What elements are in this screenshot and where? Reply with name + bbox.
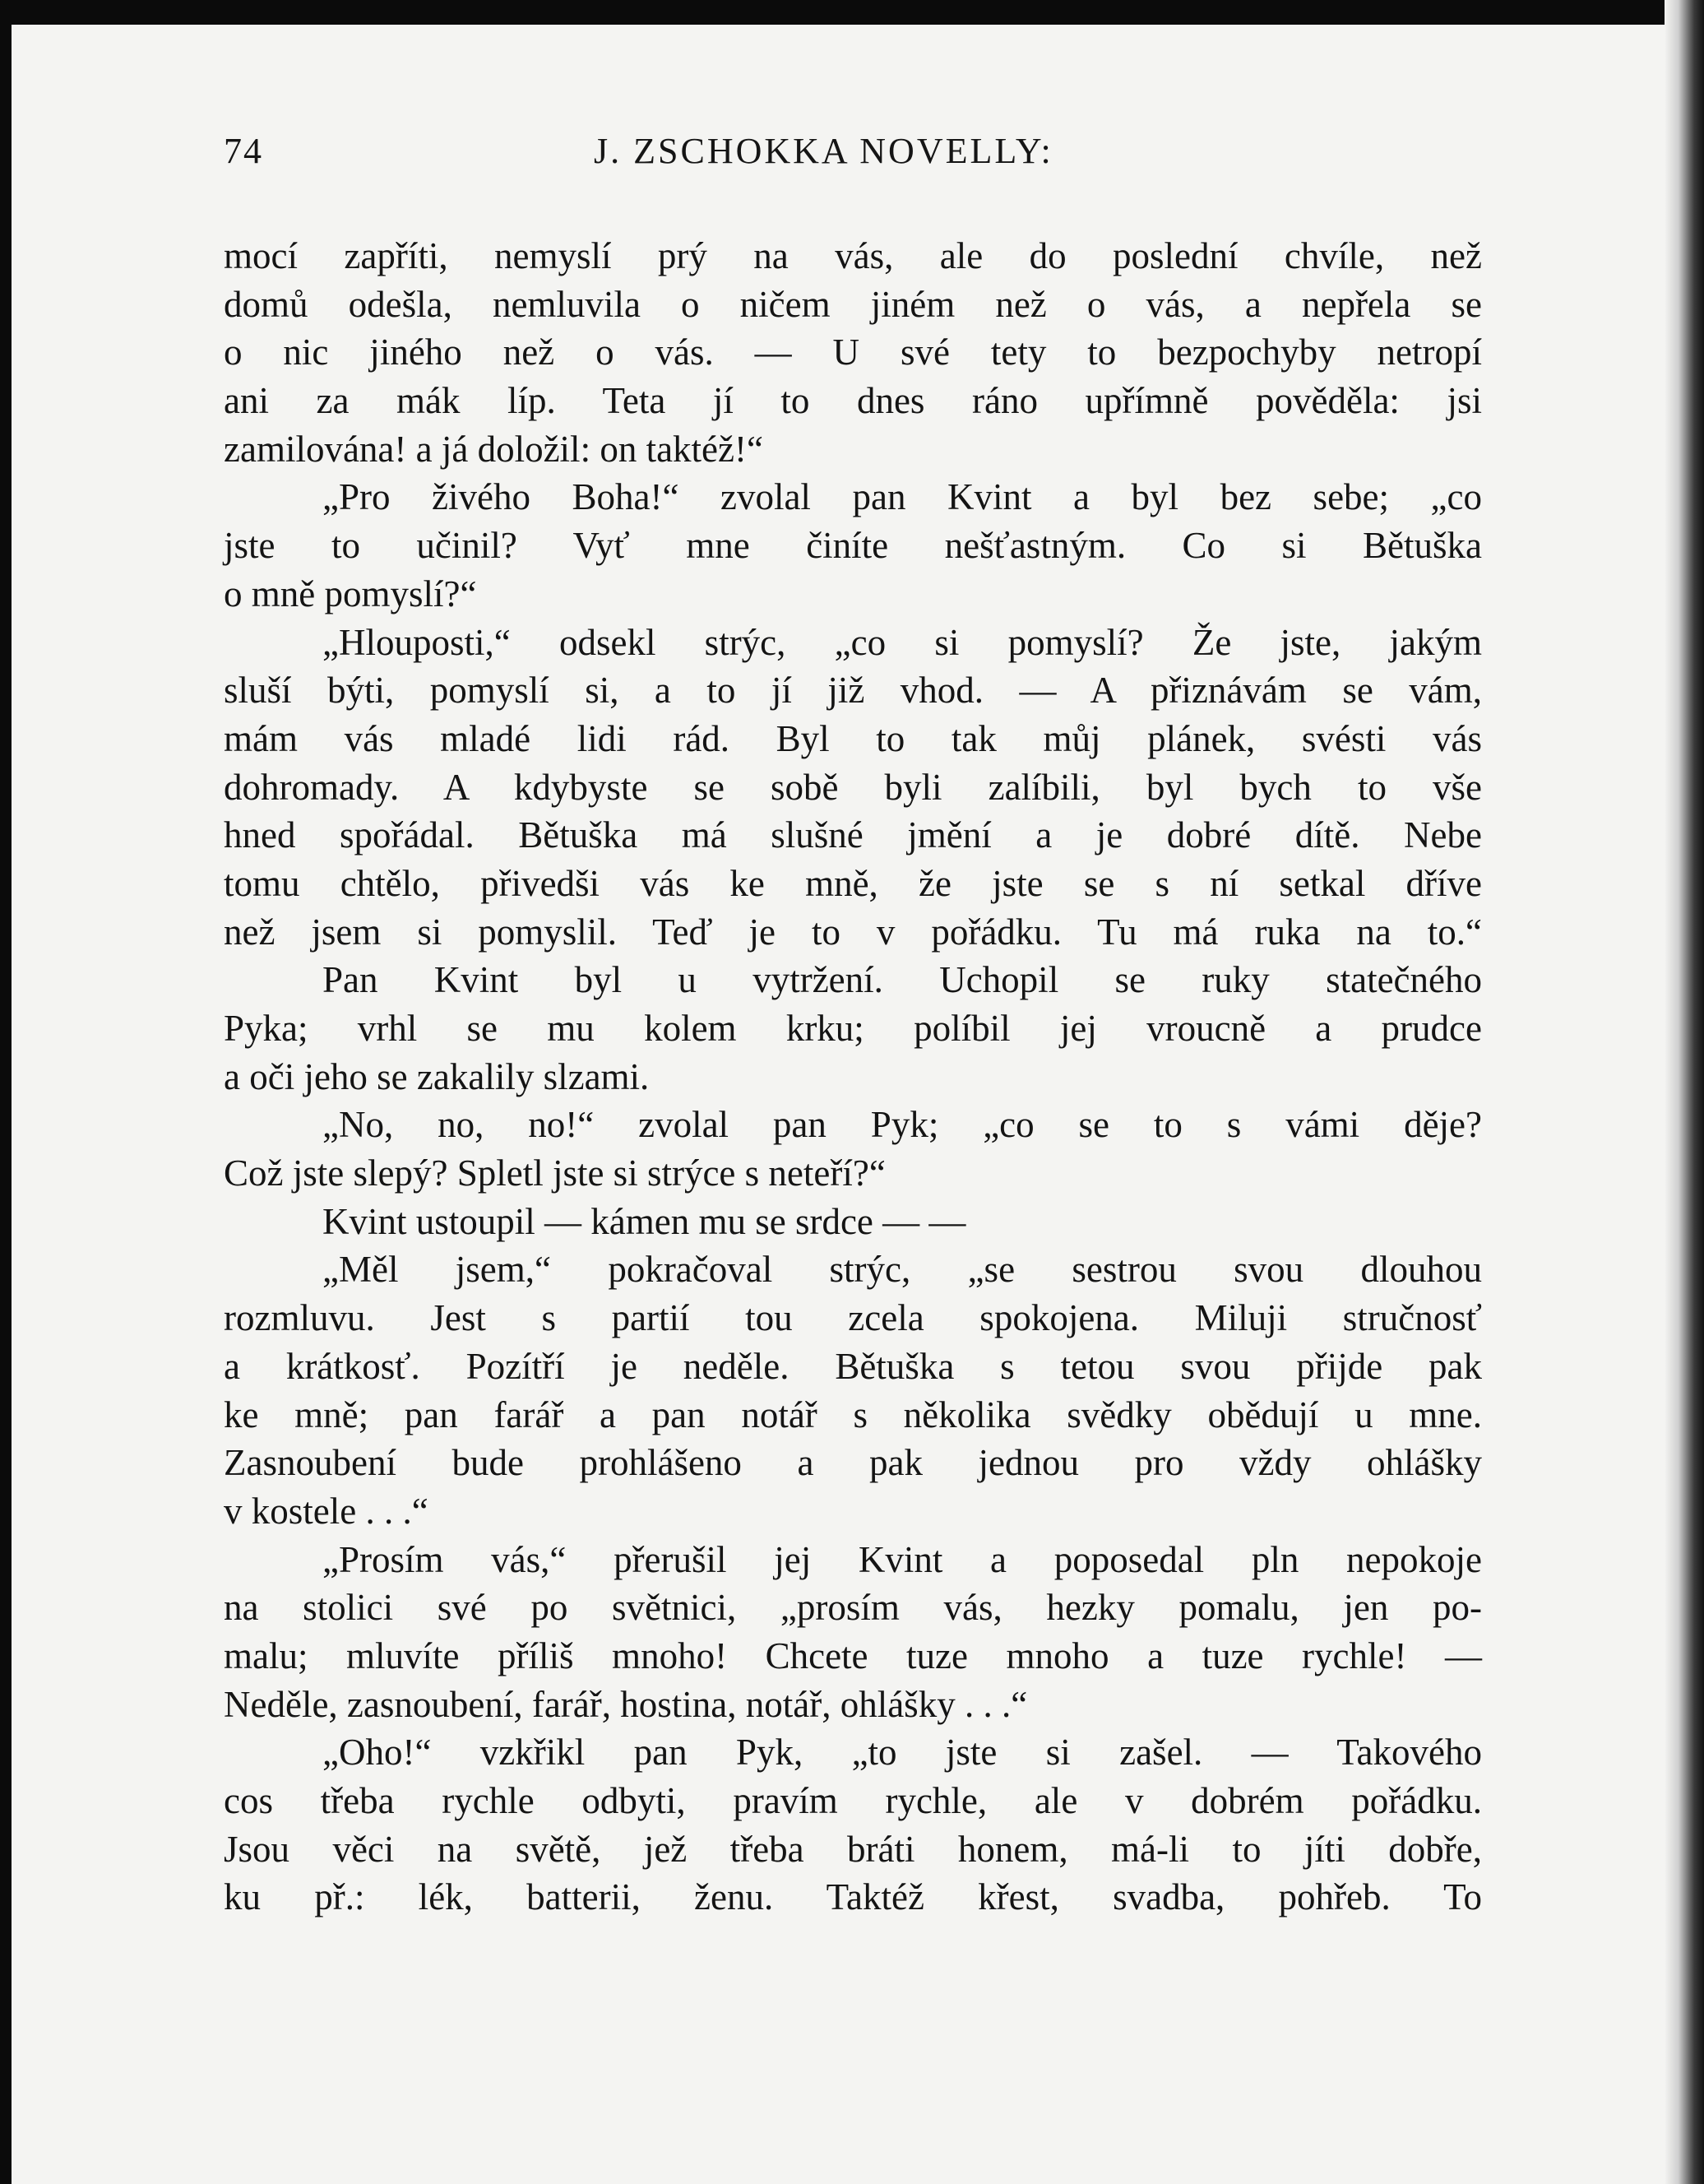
text-line: a oči jeho se zakalily slzami.	[224, 1055, 650, 1097]
running-title: J. ZSCHOKKA NOVELLY:	[594, 131, 1053, 171]
text-line: sluší býti, pomyslí si, a to jí již vhod. — A přiznávám se vám,	[224, 670, 1482, 712]
text-line: Zasnoubení bude prohlášeno a pak jednou pro vždy ohlášky	[224, 1442, 1482, 1484]
text-line: hned spořádal. Bětuška má slušné jmění a je dobré dítě. Nebe	[224, 814, 1482, 856]
text-line: dohromady. A kdybyste se sobě byli zalíbili, byl bych to vše	[224, 766, 1482, 808]
text-line: mám vás mladé lidi rád. Byl to tak můj plánek, svésti vás	[224, 717, 1482, 759]
text-line: Pyka; vrhl se mu kolem krku; políbil jej vroucně a prudce	[224, 1008, 1482, 1049]
text-line: mocí zapříti, nemyslí prý na vás, ale do poslední chvíle, než	[224, 235, 1482, 276]
text-line: „No, no, no!“ zvolal pan Pyk; „co se to s vámi děje?	[322, 1104, 1482, 1146]
text-line: tomu chtělo, přivedši vás ke mně, že jste se s ní setkal dříve	[224, 862, 1482, 904]
text-line: Kvint ustoupil — kámen mu se srdce — —	[322, 1200, 966, 1242]
text-line: Pan Kvint byl u vytržení. Uchopil se ruky statečného	[322, 959, 1482, 1001]
text-line: „Hlouposti,“ odsekl strýc, „co si pomyslí? Že jste, jakým	[322, 621, 1482, 663]
text-line: Jsou věci na světě, jež třeba bráti honem, má-li to jíti dobře,	[224, 1828, 1482, 1870]
text-line: rozmluvu. Jest s partií tou zcela spokojena. Miluji stručnosť	[224, 1297, 1482, 1339]
text-line: ku př.: lék, batterii, ženu. Taktéž křest, svadba, pohřeb. To	[224, 1876, 1482, 1918]
text-line: ke mně; pan farář a pan notář s několika svědky obědují u mne.	[224, 1393, 1482, 1435]
text-line: o mně pomyslí?“	[224, 573, 477, 614]
text-line: zamilována! a já doložil: on taktéž!“	[224, 428, 763, 470]
text-line: „Měl jsem,“ pokračoval strýc, „se sestrou svou dlouhou	[322, 1249, 1482, 1291]
text-line: a krátkosť. Pozítří je neděle. Bětuška s tetou svou přijde pak	[224, 1345, 1482, 1387]
text-line: o nic jiného než o vás. — U své tety to bezpochyby netropí	[224, 332, 1482, 373]
text-line: než jsem si pomyslil. Teď je to v pořádku. Tu má ruka na to.“	[224, 911, 1482, 953]
text-line: v kostele . . .“	[224, 1490, 428, 1532]
text-line: na stolici své po světnici, „prosím vás, hezky pomalu, jen po-	[224, 1587, 1482, 1629]
page-header	[224, 130, 1482, 179]
text-line: domů odešla, nemluvila o ničem jiném než o vás, a nepřela se	[224, 283, 1482, 325]
text-line: cos třeba rychle odbyti, pravím rychle, ale v dobrém pořádku.	[224, 1780, 1482, 1821]
text-line: Což jste slepý? Spletl jste si strýce s neteří?“	[224, 1152, 886, 1194]
text-line: jste to učinil? Vyť mne činíte nešťastným. Co si Bětuška	[224, 525, 1482, 567]
body-text	[224, 232, 1482, 1922]
page-binding-edge	[1665, 0, 1704, 2184]
text-line: malu; mluvíte příliš mnoho! Chcete tuze mnoho a tuze rychle! —	[224, 1635, 1482, 1676]
text-line: Neděle, zasnoubení, farář, hostina, notář, ohlášky . . .“	[224, 1683, 1028, 1725]
text-line: „Pro živého Boha!“ zvolal pan Kvint a byl bez sebe; „co	[322, 476, 1482, 518]
text-line: „Oho!“ vzkřikl pan Pyk, „to jste si zašel. — Takového	[322, 1732, 1482, 1774]
text-line: „Prosím vás,“ přerušil jej Kvint a poposedal pln nepokoje	[322, 1538, 1482, 1580]
text-line: ani za mák líp. Teta jí to dnes ráno upřímně pověděla: jsi	[224, 380, 1482, 422]
page-number: 74	[224, 131, 263, 171]
